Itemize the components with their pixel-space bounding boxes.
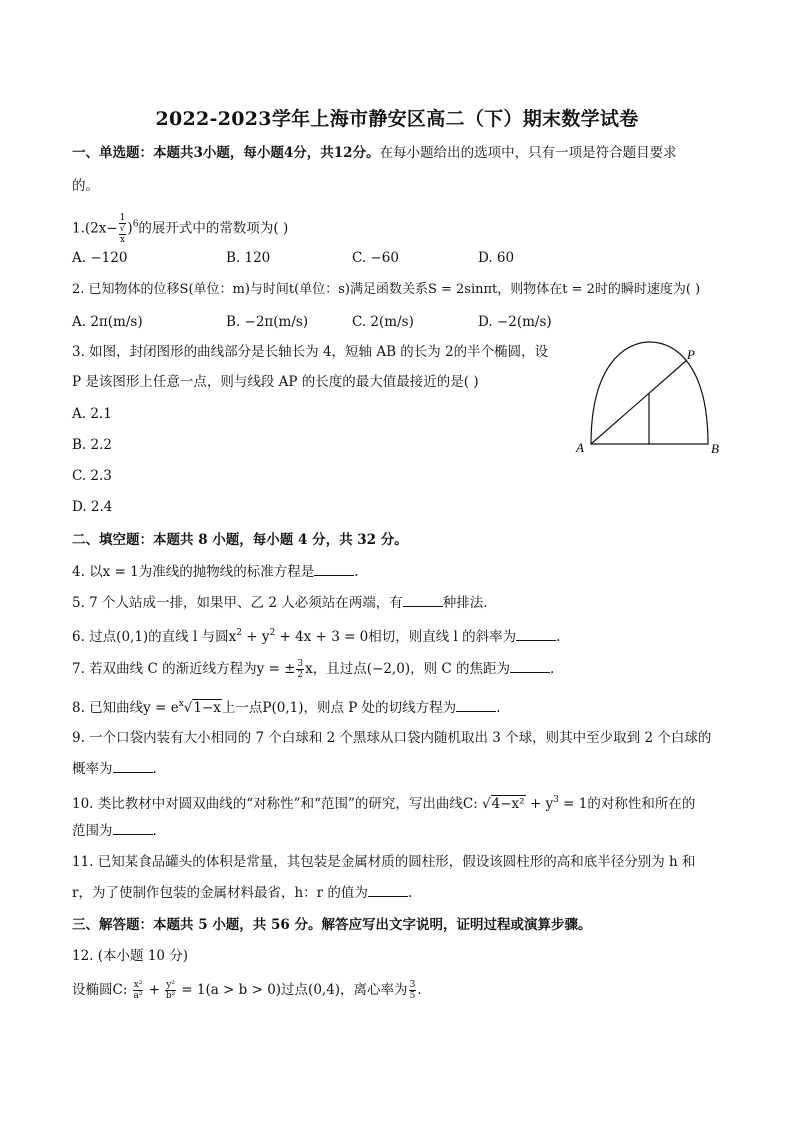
q1-option-a: A. −120 bbox=[72, 250, 128, 266]
q8-text-a: 8. 已知曲线y = e bbox=[72, 700, 179, 716]
q1-option-d: D. 60 bbox=[478, 250, 515, 266]
q7-blank bbox=[510, 660, 550, 673]
q10-text-b: + y bbox=[525, 796, 554, 812]
q6-text-c: + 4x + 3 = 0相切，则直线 l 的斜率为 bbox=[275, 629, 517, 645]
q12-frac-x bbox=[133, 980, 144, 1001]
q12-frac-e-num: 3 bbox=[409, 980, 416, 990]
q12-frac-y-den: b² bbox=[165, 991, 176, 1001]
q8-root: 1−x bbox=[193, 700, 221, 716]
section3-header: 三、解答题：本题共 5 小题，共 56 分。解答应写出文字说明，证明过程或演算步骤。 bbox=[72, 917, 592, 933]
q5-text: 5. 7 个人站成一排，如果甲、乙 2 人必须站在两端，有 bbox=[72, 595, 403, 611]
q10-text-a: 10. 类比教材中对圆双曲线的“对称性”和“范围”的研究，写出曲线C: bbox=[72, 796, 483, 812]
q3-option-c: C. 2.3 bbox=[72, 468, 112, 484]
q10-sup: 3 bbox=[553, 795, 559, 805]
q10-blank bbox=[113, 822, 153, 835]
label-p: P bbox=[687, 347, 695, 362]
page-title: 2022-2023学年上海市静安区高二（下）期末数学试卷 bbox=[155, 108, 639, 130]
q5-blank bbox=[403, 594, 443, 607]
q6-end: . bbox=[556, 629, 561, 645]
question-12-head: 12. (本小题 10 分) bbox=[72, 948, 189, 964]
q7-text-a: 7. 若双曲线 C 的渐近线方程为y = ± bbox=[72, 661, 296, 677]
question-3-line1: 3. 如图，封闭图形的曲线部分是长轴长为 4，短轴 AB 的长为 2的半个椭圆，设 bbox=[72, 344, 549, 360]
q1-frac-den-wrap: √ x bbox=[119, 224, 126, 245]
q1-expr-b: ) bbox=[127, 220, 133, 237]
q1-frac-den: x bbox=[120, 235, 126, 245]
q11-end: . bbox=[407, 885, 413, 901]
q12-end: . bbox=[417, 982, 422, 998]
question-5 bbox=[72, 593, 488, 613]
question-11-line2 bbox=[72, 883, 412, 903]
q7-fraction bbox=[296, 659, 304, 680]
q1-num: 1. bbox=[72, 220, 85, 237]
question-7 bbox=[72, 659, 554, 680]
question-3-line2: P 是该图形上任意一点，则与线段 AP 的长度的最大值最接近的是( ) bbox=[72, 374, 479, 390]
question-10-line1: 10. 类比教材中对圆双曲线的“对称性”和“范围”的研究，写出曲线C: $√4-x^2 + y^3 = 1$的对称性和所在的 bbox=[72, 795, 696, 812]
q4-text: 4. 以x = 1为准线的抛物线的标准方程是 bbox=[72, 564, 315, 580]
q12-frac-e bbox=[409, 980, 417, 1001]
q10-text-c: = 1的对称性和所在的 bbox=[558, 796, 696, 812]
q11-text: r，为了使制作包装的金属材料最省，h：r 的值为 bbox=[72, 885, 368, 901]
q1-expr-a: (2x− bbox=[84, 220, 118, 237]
q7-end: . bbox=[550, 661, 555, 677]
q8-end: . bbox=[496, 700, 501, 716]
q10-line2-text: 范围为 bbox=[72, 823, 113, 839]
q12-frac-y bbox=[165, 980, 176, 1001]
q3-option-b: B. 2.2 bbox=[72, 437, 112, 453]
q8-sup: x bbox=[178, 699, 184, 709]
q7-frac-num: 3 bbox=[297, 659, 304, 669]
q9-end: . bbox=[152, 761, 157, 777]
q9-text: 概率为 bbox=[72, 761, 113, 777]
q8-text-b: 上一点P(0,1)，则点 P 处的切线方程为 bbox=[221, 700, 457, 716]
question-6 bbox=[72, 623, 560, 647]
q12-text-b: = 1(a > b > 0)过点(0,4)，离心率为 bbox=[176, 982, 408, 998]
q12-text-a: 设椭圆C: bbox=[72, 982, 132, 998]
q3-option-a: A. 2.1 bbox=[72, 406, 112, 422]
q3-option-d: D. 2.4 bbox=[72, 499, 113, 515]
q9-blank bbox=[113, 760, 153, 773]
q6-text-a: 6. 过点(0,1)的直线 l 与圆x bbox=[72, 629, 237, 645]
q6-sq2: 2 bbox=[269, 628, 276, 638]
half-ellipse-figure bbox=[574, 338, 728, 460]
q12-frac-x-num: x² bbox=[133, 980, 143, 990]
q10-end: . bbox=[152, 823, 157, 839]
section2-header: 二、填空题：本题共 8 小题，每小题 4 分，共 32 分。 bbox=[72, 532, 408, 548]
q12-frac-e-den: 5 bbox=[409, 991, 416, 1001]
q2-option-b: B. −2π(m/s) bbox=[226, 314, 309, 330]
q6-sq1: 2 bbox=[236, 628, 242, 638]
label-b: B bbox=[711, 441, 719, 456]
q12-frac-x-den: a² bbox=[133, 991, 143, 1001]
q1-power: 6 bbox=[132, 219, 139, 230]
section1-header-bold: 一、单选题：本题共3小题，每小题4分，共12分。 bbox=[72, 145, 380, 161]
question-9-line1: 9. 一个口袋内装有大小相同的 7 个白球和 2 个黑球从口袋内随机取出 3 个球，则其中至少取到 2 个白球的 bbox=[72, 730, 712, 746]
question-10-line2 bbox=[72, 821, 157, 841]
q1-frac-num: 1 bbox=[119, 213, 126, 223]
q1-fraction bbox=[119, 213, 127, 245]
q1-rest: 的展开式中的常数项为( ) bbox=[138, 220, 289, 237]
q11-blank bbox=[368, 884, 408, 897]
q12-plus: + bbox=[144, 982, 165, 998]
section1-header-cont: 的。 bbox=[72, 178, 99, 194]
q4-blank bbox=[314, 563, 354, 576]
question-9-line2 bbox=[72, 759, 157, 779]
section1-header-rest: 在每小题给出的选项中，只有一项是符合题目要求 bbox=[379, 145, 677, 161]
q12-frac-y-num: y² bbox=[166, 980, 175, 990]
q2-option-d: D. −2(m/s) bbox=[478, 314, 552, 330]
q4-end: . bbox=[354, 564, 359, 580]
question-2: 2. 已知物体的位移S(单位：m)与时间t(单位：s)满足函数关系S = 2sinπt，则物体在t = 2时的瞬时速度为( ) bbox=[72, 282, 701, 297]
q8-blank bbox=[456, 699, 496, 712]
question-12-body bbox=[72, 980, 422, 1001]
section1-header bbox=[72, 143, 677, 163]
question-4 bbox=[72, 562, 359, 582]
question-1 bbox=[72, 213, 288, 245]
q2-option-c: C. 2(m/s) bbox=[352, 314, 414, 330]
q7-text-b: x，且过点(−2,0)，则 C 的焦距为 bbox=[305, 661, 510, 677]
question-11-line1: 11. 已知某食品罐头的体积是常量，其包装是金属材质的圆柱形，假设该圆柱形的高和底半径分别为 h 和 bbox=[72, 854, 696, 870]
q5-end: 种排法. bbox=[442, 595, 488, 611]
q6-blank bbox=[516, 628, 556, 641]
question-8: 8. 已知曲线$y = e^x√1-x$上一点P(0,1)，则点 P 处的切线方程为 . bbox=[72, 699, 501, 716]
q10-root: 4−x² bbox=[491, 796, 525, 812]
q7-frac-den: 2 bbox=[297, 670, 304, 680]
q1-option-b: B. 120 bbox=[226, 250, 271, 266]
q2-option-a: A. 2π(m/s) bbox=[72, 314, 143, 330]
label-a: A bbox=[576, 440, 584, 455]
q1-option-c: C. −60 bbox=[352, 250, 399, 266]
q6-text-m: + y bbox=[241, 629, 270, 645]
